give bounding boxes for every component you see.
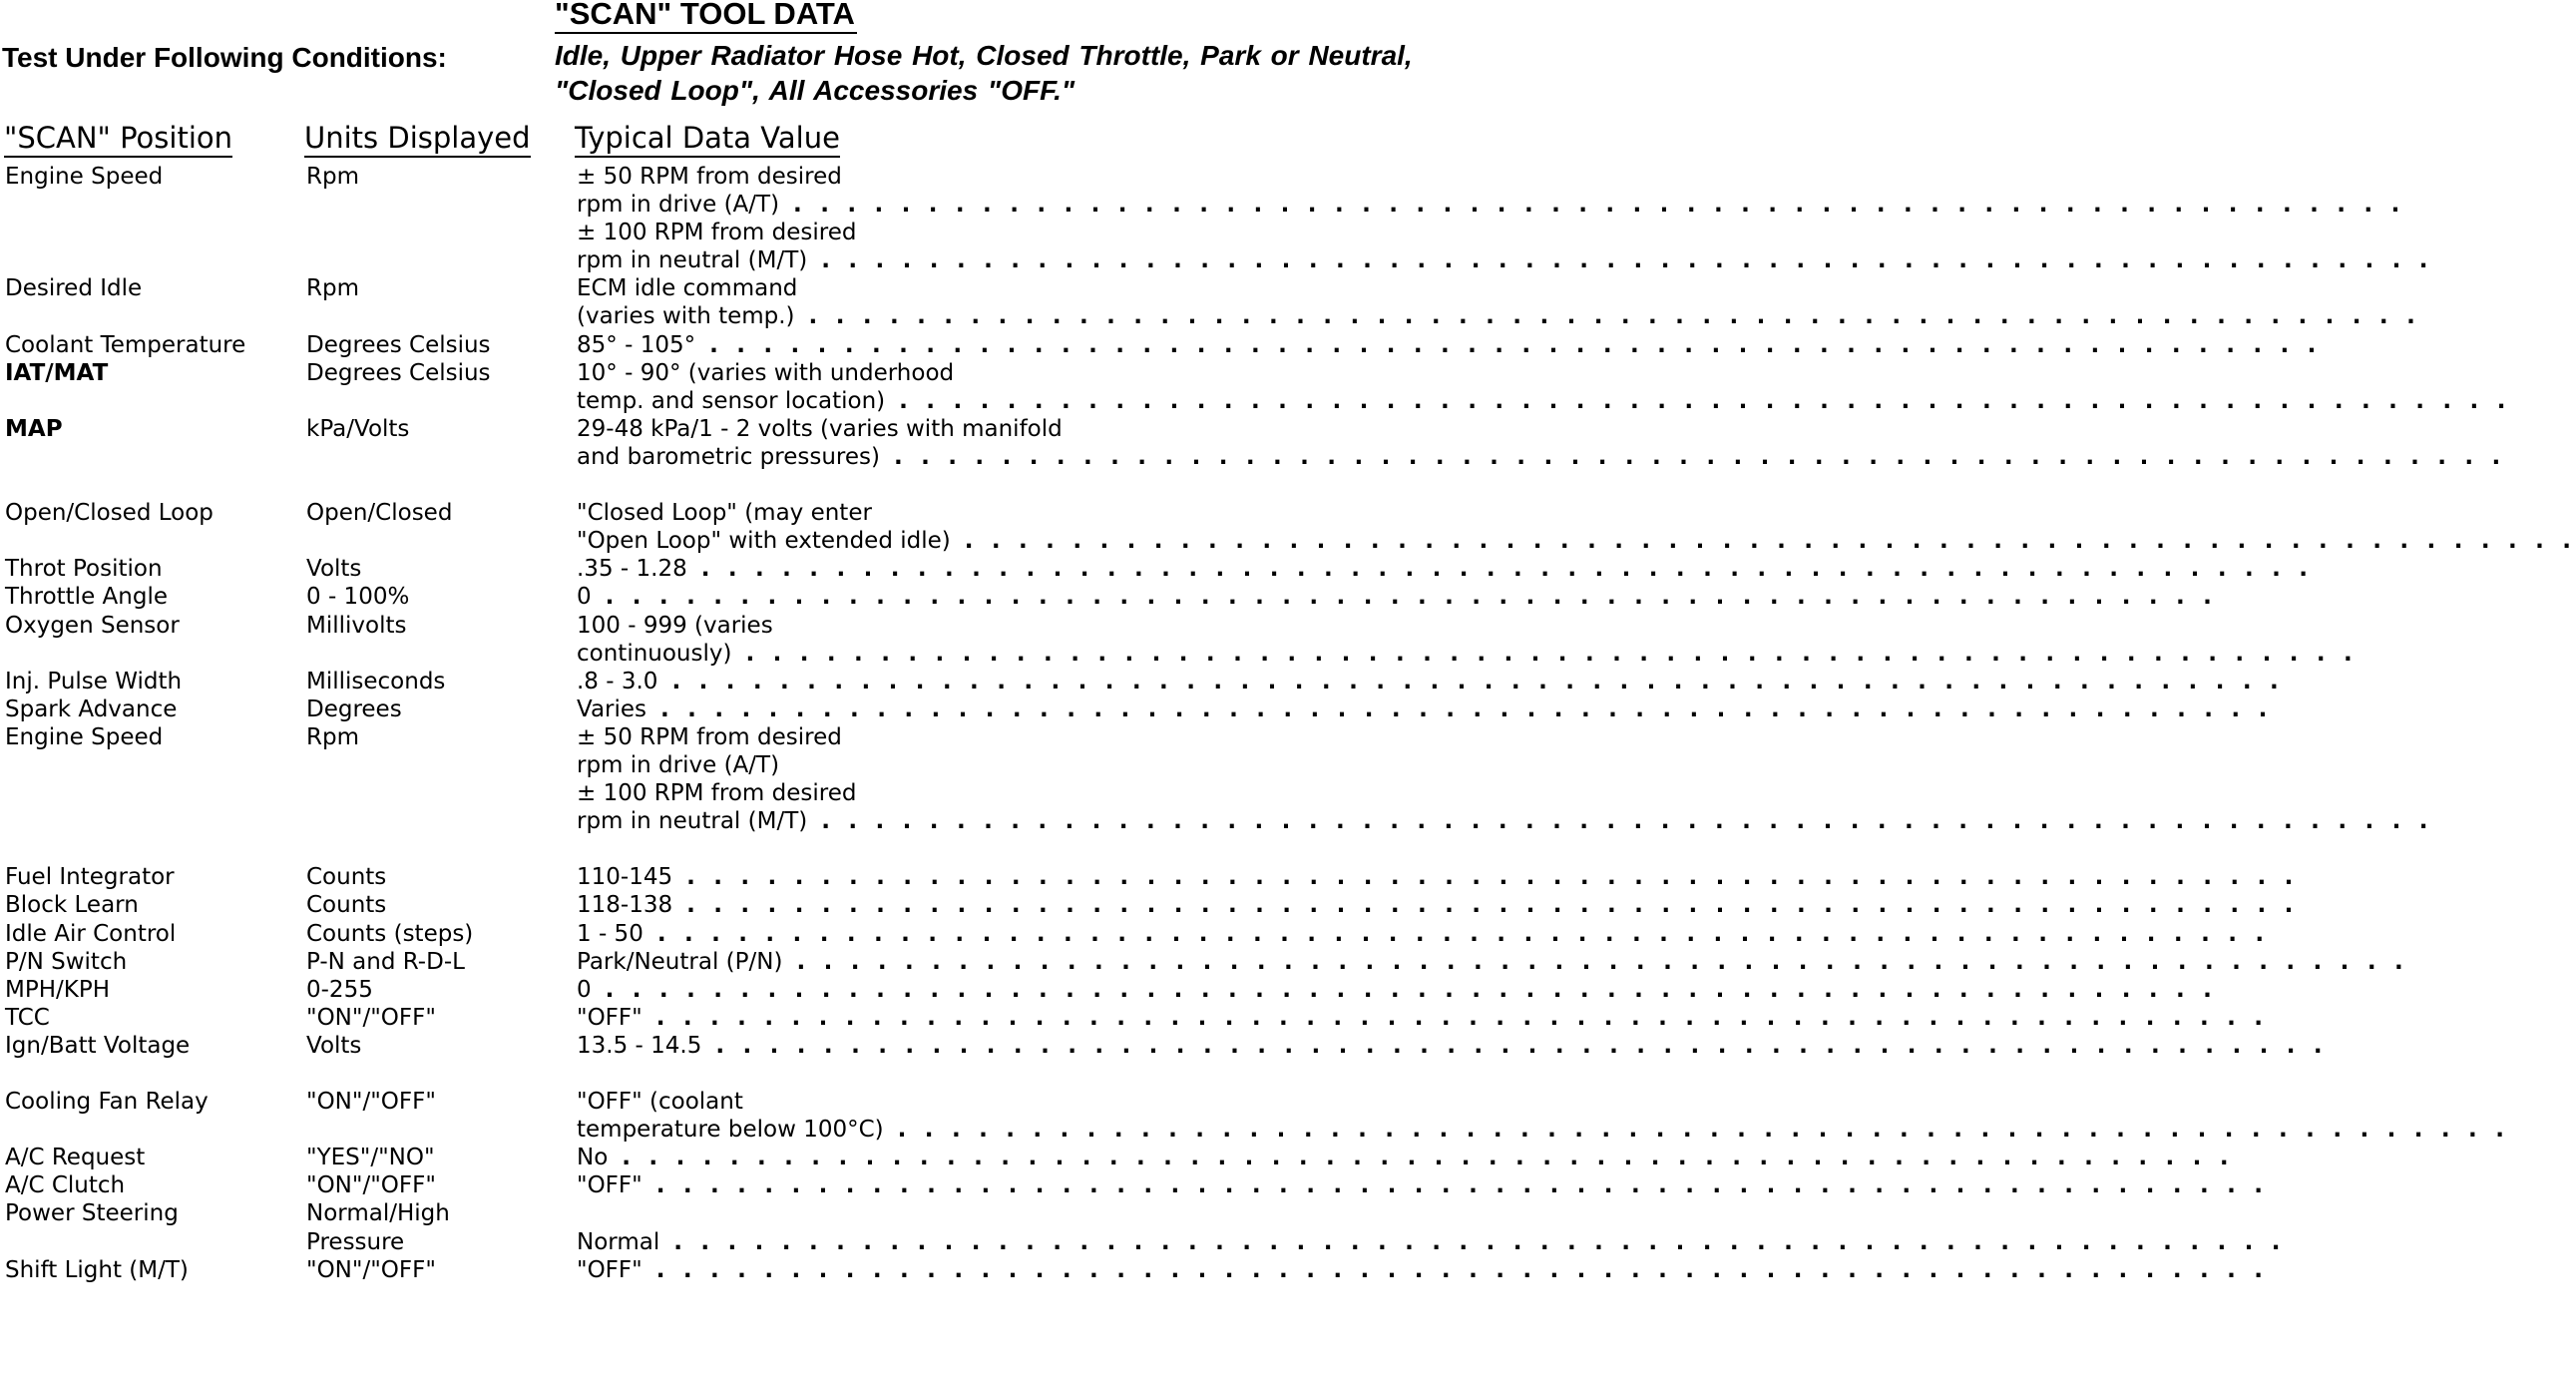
table-row	[0, 976, 2218, 1004]
dot-leader: . . . . . . . . . . . . . . . . . . . . . . . . . . . . . . . . . . . . . . . . . . . . . . . . . . . . . . . . . . . .	[700, 556, 2314, 583]
value-line	[577, 723, 1121, 751]
table-row	[0, 499, 2576, 555]
units-line: kPa/Volts	[306, 415, 410, 442]
value-line	[577, 415, 1121, 443]
scan-position-cell: Inj. Pulse Width	[5, 668, 183, 694]
value-text: 29-48 kPa/1 - 2 volts (varies with manifold	[577, 415, 1063, 442]
value-text: ± 100 RPM from desired	[577, 780, 857, 807]
table-row	[0, 891, 2299, 919]
units-displayed-cell	[306, 695, 566, 723]
units-displayed-cell	[306, 555, 566, 583]
units-line: Counts	[306, 864, 387, 891]
units-line: Pressure	[306, 1228, 405, 1255]
scan-position-cell: Coolant Temperature	[5, 331, 246, 358]
table-row	[0, 163, 2433, 274]
value-line	[577, 920, 2270, 948]
units-line: Volts	[306, 556, 362, 583]
value-line	[577, 779, 1121, 807]
value-line	[577, 640, 2358, 668]
units-line: Rpm	[306, 723, 359, 750]
typical-value-cell	[577, 668, 2284, 695]
scan-position-cell: A/C Clutch	[5, 1172, 126, 1199]
units-displayed-cell	[306, 920, 566, 948]
units-displayed-cell	[306, 948, 566, 976]
units-displayed-cell	[306, 723, 566, 751]
page-title: "SCAN" TOOL DATA	[555, 0, 857, 34]
units-line: Rpm	[306, 164, 359, 190]
value-line	[577, 1199, 1121, 1227]
value-line	[577, 331, 2322, 359]
table-row	[0, 274, 2421, 330]
value-line	[577, 387, 2511, 415]
units-displayed-cell	[306, 415, 566, 443]
value-text: temperature below 100°C)	[577, 1117, 884, 1144]
units-line: 0-255	[306, 976, 373, 1003]
typical-value-cell	[577, 274, 2421, 330]
typical-value-cell	[577, 1199, 2286, 1255]
value-text: 0	[577, 976, 592, 1003]
value-line	[577, 499, 1121, 527]
dot-leader: . . . . . . . . . . . . . . . . . . . . . . . . . . . . . . . . . . . . . . . . . . . . . . . . . . . . . . . . . . . .	[622, 1145, 2234, 1171]
typical-value-cell	[577, 891, 2299, 919]
typical-value-cell	[577, 163, 2433, 274]
dot-leader: . . . . . . . . . . . . . . . . . . . . . . . . . . . . . . . . . . . . . . . . . . . . . . . . . . . . . . . . . . . .	[709, 331, 2322, 358]
value-line	[577, 807, 2433, 835]
table-row	[0, 863, 2299, 891]
units-displayed-cell	[306, 976, 566, 1004]
units-line: Rpm	[306, 275, 359, 302]
value-text: and barometric pressures)	[577, 443, 880, 470]
units-displayed-cell	[306, 583, 566, 611]
scan-position-cell: IAT/MAT	[5, 359, 109, 386]
units-displayed-cell	[306, 1144, 566, 1171]
dot-leader: . . . . . . . . . . . . . . . . . . . . . . . . . . . . . . . . . . . . . . . . . . . . . . . . . . . . . . . . . . . .	[656, 920, 2270, 947]
dot-leader: . . . . . . . . . . . . . . . . . . . . . . . . . . . . . . . . . . . . . . . . . . . . . . . . . . . . . . . . . . . .	[605, 976, 2218, 1003]
value-line	[577, 695, 2273, 723]
value-line	[577, 1088, 1121, 1116]
value-line	[577, 555, 2314, 583]
units-displayed-cell	[306, 891, 566, 919]
table-row	[0, 695, 2273, 723]
units-displayed-cell	[306, 163, 566, 191]
table-row	[0, 920, 2270, 948]
table-row	[0, 1088, 2510, 1144]
value-line	[577, 1171, 2269, 1199]
dot-leader: . . . . . . . . . . . . . . . . . . . . . . . . . . . . . . . . . . . . . . . . . . . . . . . . . . . . . . . . . . . .	[686, 892, 2299, 919]
units-line: Degrees	[306, 695, 402, 722]
typical-value-cell	[577, 920, 2270, 948]
typical-value-cell	[577, 331, 2322, 359]
units-displayed-cell	[306, 863, 566, 891]
scan-position-cell: A/C Request	[5, 1145, 146, 1171]
units-line: "ON"/"OFF"	[306, 1256, 436, 1283]
value-text: ± 50 RPM from desired	[577, 723, 842, 750]
typical-value-cell	[577, 976, 2218, 1004]
typical-value-cell	[577, 1256, 2269, 1284]
value-line	[577, 1144, 2234, 1171]
dot-leader: . . . . . . . . . . . . . . . . . . . . . . . . . . . . . . . . . . . . . . . . . . . . . . . . . . . . . . . . . . . .	[660, 695, 2273, 722]
value-line	[577, 219, 1121, 246]
typical-value-cell	[577, 359, 2511, 415]
scan-position-cell: Fuel Integrator	[5, 864, 175, 891]
value-text: ± 50 RPM from desired	[577, 164, 842, 190]
units-line: Degrees Celsius	[306, 331, 491, 358]
dot-leader: . . . . . . . . . . . . . . . . . . . . . . . . . . . . . . . . . . . . . . . . . . . . . . . . . . . . . . . . . . . .	[793, 192, 2405, 219]
value-line	[577, 976, 2218, 1004]
value-text: rpm in neutral (M/T)	[577, 808, 808, 835]
value-text: 110-145	[577, 864, 673, 891]
scan-position-cell: Oxygen Sensor	[5, 612, 180, 639]
value-line	[577, 359, 1121, 387]
table-row	[0, 723, 2433, 835]
value-line	[577, 891, 2299, 919]
units-line: 0 - 100%	[306, 584, 410, 611]
units-displayed-cell	[306, 359, 566, 387]
units-line: Degrees Celsius	[306, 359, 491, 386]
scan-position-cell: P/N Switch	[5, 948, 128, 975]
value-text: ± 100 RPM from desired	[577, 220, 857, 246]
value-text: 10° - 90° (varies with underhood	[577, 359, 955, 386]
value-text: "OFF"	[577, 1172, 643, 1199]
value-line	[577, 668, 2284, 695]
value-text: ECM idle command	[577, 275, 798, 302]
value-line	[577, 1004, 2269, 1032]
value-line	[577, 583, 2218, 611]
value-text: "OFF" (coolant	[577, 1089, 743, 1116]
units-line: Volts	[306, 1032, 362, 1059]
scan-position-cell: TCC	[5, 1004, 50, 1031]
scan-position-cell: Engine Speed	[5, 723, 164, 750]
value-line	[577, 1256, 2269, 1284]
conditions-label: Test Under Following Conditions:	[2, 42, 447, 73]
dot-leader: . . . . . . . . . . . . . . . . . . . . . . . . . . . . . . . . . . . . . . . . . . . . . . . . . . . . . . . . . . . .	[671, 668, 2284, 694]
table-row	[0, 1144, 2234, 1171]
typical-value-cell	[577, 948, 2408, 976]
units-displayed-cell	[306, 1199, 566, 1255]
scan-position-cell: MAP	[5, 415, 63, 442]
column-header-typical-data-value: Typical Data Value	[575, 120, 840, 158]
value-line	[577, 1116, 2510, 1144]
dot-leader: . . . . . . . . . . . . . . . . . . . . . . . . . . . . . . . . . . . . . . . . . . . . . . . . . . . . . . . . . . . .	[808, 303, 2421, 330]
value-line	[577, 163, 1121, 191]
scan-position-cell: Spark Advance	[5, 695, 178, 722]
scan-position-cell: Throttle Angle	[5, 584, 168, 611]
units-line: Open/Closed	[306, 500, 453, 527]
table-row	[0, 1171, 2269, 1199]
value-text: Park/Neutral (P/N)	[577, 948, 783, 975]
value-text: No	[577, 1145, 609, 1171]
dot-leader: . . . . . . . . . . . . . . . . . . . . . . . . . . . . . . . . . . . . . . . . . . . . . . . . . . . . . . . . . . . .	[655, 1172, 2269, 1199]
value-text: rpm in drive (A/T)	[577, 751, 780, 778]
value-line	[577, 948, 2408, 976]
value-line	[577, 1228, 2286, 1256]
table-row	[0, 1199, 2286, 1255]
scan-position-cell: Power Steering	[5, 1200, 179, 1227]
units-line: "ON"/"OFF"	[306, 1089, 436, 1116]
conditions-text: Idle, Upper Radiator Hose Hot, Closed Throttle, Park or Neutral, "Closed Loop", All Accessories "OFF."	[555, 40, 1413, 106]
table-row	[0, 331, 2322, 359]
table-row	[0, 583, 2218, 611]
dot-leader: . . . . . . . . . . . . . . . . . . . . . . . . . . . . . . . . . . . . . . . . . . . . . . . . . . . . . . . . . . . .	[899, 387, 2511, 414]
column-header-units-displayed: Units Displayed	[304, 120, 531, 158]
units-displayed-cell	[306, 1032, 566, 1060]
value-text: Varies	[577, 695, 647, 722]
units-displayed-cell	[306, 331, 566, 359]
value-text: 85° - 105°	[577, 331, 696, 358]
scan-position-cell: Shift Light (M/T)	[5, 1256, 189, 1283]
value-text: "Closed Loop" (may enter	[577, 500, 872, 527]
value-text: Normal	[577, 1228, 660, 1255]
units-line: Milliseconds	[306, 668, 446, 694]
units-line: "YES"/"NO"	[306, 1145, 435, 1171]
table-row	[0, 359, 2511, 415]
typical-value-cell	[577, 863, 2299, 891]
value-line	[577, 863, 2299, 891]
value-text: "OFF"	[577, 1004, 643, 1031]
typical-value-cell	[577, 555, 2314, 583]
table-row	[0, 668, 2284, 695]
scan-position-cell: Throt Position	[5, 556, 163, 583]
units-displayed-cell	[306, 274, 566, 302]
scan-position-cell: Engine Speed	[5, 164, 164, 190]
typical-value-cell	[577, 723, 2433, 835]
scan-position-cell: Ign/Batt Voltage	[5, 1032, 191, 1059]
typical-value-cell	[577, 499, 2576, 555]
units-displayed-cell	[306, 1088, 566, 1116]
value-line	[577, 527, 2576, 555]
value-line	[577, 246, 2433, 274]
value-text: temp. and sensor location)	[577, 387, 886, 414]
dot-leader: . . . . . . . . . . . . . . . . . . . . . . . . . . . . . . . . . . . . . . . . . . . . . . . . . . . . . . . . . . . .	[686, 864, 2299, 891]
units-line: P-N and R-D-L	[306, 948, 465, 975]
dot-leader: . . . . . . . . . . . . . . . . . . . . . . . . . . . . . . . . . . . . . . . . . . . . . . . . . . . . . . . . . . . .	[964, 528, 2576, 555]
value-line	[577, 274, 1121, 302]
typical-value-cell	[577, 695, 2273, 723]
units-displayed-cell	[306, 499, 566, 527]
column-header-scan-position: "SCAN" Position	[4, 120, 232, 158]
value-text: 118-138	[577, 892, 673, 919]
value-line	[577, 751, 1121, 779]
value-text: "Open Loop" with extended idle)	[577, 528, 951, 555]
units-displayed-cell	[306, 668, 566, 695]
value-text: .8 - 3.0	[577, 668, 658, 694]
dot-leader: . . . . . . . . . . . . . . . . . . . . . . . . . . . . . . . . . . . . . . . . . . . . . . . . . . . . . . . . . . . .	[655, 1004, 2269, 1031]
scan-position-cell: Idle Air Control	[5, 920, 177, 947]
data-table	[0, 163, 2576, 1284]
value-line	[577, 191, 2405, 219]
value-line	[577, 1032, 2328, 1060]
dot-leader: . . . . . . . . . . . . . . . . . . . . . . . . . . . . . . . . . . . . . . . . . . . . . . . . . . . . . . . . . . . .	[745, 640, 2358, 667]
value-text: 100 - 999 (varies	[577, 612, 773, 639]
scan-position-cell: Open/Closed Loop	[5, 500, 214, 527]
table-row	[0, 1004, 2269, 1032]
units-displayed-cell	[306, 1004, 566, 1032]
dot-leader: . . . . . . . . . . . . . . . . . . . . . . . . . . . . . . . . . . . . . . . . . . . . . . . . . . . . . . . . . . . .	[715, 1032, 2328, 1059]
units-displayed-cell	[306, 1256, 566, 1284]
value-line	[577, 443, 2506, 471]
typical-value-cell	[577, 612, 2358, 668]
units-line: "ON"/"OFF"	[306, 1172, 436, 1199]
units-line: Millivolts	[306, 612, 407, 639]
value-text: rpm in drive (A/T)	[577, 192, 780, 219]
typical-value-cell	[577, 1088, 2510, 1144]
table-row	[0, 1256, 2269, 1284]
table-row	[0, 415, 2506, 471]
value-text: rpm in neutral (M/T)	[577, 247, 808, 274]
scan-position-cell: Desired Idle	[5, 275, 143, 302]
value-text: .35 - 1.28	[577, 556, 687, 583]
table-row	[0, 555, 2314, 583]
typical-value-cell	[577, 1171, 2269, 1199]
dot-leader: . . . . . . . . . . . . . . . . . . . . . . . . . . . . . . . . . . . . . . . . . . . . . . . . . . . . . . . . . . . .	[821, 808, 2433, 835]
units-displayed-cell	[306, 1171, 566, 1199]
value-text: 0	[577, 584, 592, 611]
value-text: 13.5 - 14.5	[577, 1032, 702, 1059]
table-row	[0, 948, 2408, 976]
value-line	[577, 302, 2421, 330]
table-row	[0, 1032, 2328, 1060]
typical-value-cell	[577, 1004, 2269, 1032]
dot-leader: . . . . . . . . . . . . . . . . . . . . . . . . . . . . . . . . . . . . . . . . . . . . . . . . . . . . . . . . . . . .	[605, 584, 2218, 611]
dot-leader: . . . . . . . . . . . . . . . . . . . . . . . . . . . . . . . . . . . . . . . . . . . . . . . . . . . . . . . . . . . .	[796, 948, 2408, 975]
units-line: "ON"/"OFF"	[306, 1004, 436, 1031]
typical-value-cell	[577, 1032, 2328, 1060]
dot-leader: . . . . . . . . . . . . . . . . . . . . . . . . . . . . . . . . . . . . . . . . . . . . . . . . . . . . . . . . . . . .	[821, 247, 2433, 274]
value-text: "OFF"	[577, 1256, 643, 1283]
value-text: continuously)	[577, 640, 732, 667]
typical-value-cell	[577, 415, 2506, 471]
dot-leader: . . . . . . . . . . . . . . . . . . . . . . . . . . . . . . . . . . . . . . . . . . . . . . . . . . . . . . . . . . . .	[655, 1256, 2269, 1283]
dot-leader: . . . . . . . . . . . . . . . . . . . . . . . . . . . . . . . . . . . . . . . . . . . . . . . . . . . . . . . . . . . .	[673, 1228, 2286, 1255]
units-line: Counts	[306, 892, 387, 919]
value-line	[577, 612, 1121, 640]
table-row	[0, 612, 2358, 668]
units-line: Counts (steps)	[306, 920, 474, 947]
scan-position-cell: Block Learn	[5, 892, 139, 919]
typical-value-cell	[577, 1144, 2234, 1171]
scan-position-cell: Cooling Fan Relay	[5, 1089, 209, 1116]
dot-leader: . . . . . . . . . . . . . . . . . . . . . . . . . . . . . . . . . . . . . . . . . . . . . . . . . . . . . . . . . . . .	[893, 443, 2506, 470]
units-line: Normal/High	[306, 1200, 450, 1227]
typical-value-cell	[577, 583, 2218, 611]
scan-position-cell: MPH/KPH	[5, 976, 111, 1003]
units-displayed-cell	[306, 612, 566, 640]
value-text: (varies with temp.)	[577, 303, 795, 330]
dot-leader: . . . . . . . . . . . . . . . . . . . . . . . . . . . . . . . . . . . . . . . . . . . . . . . . . . . . . . . . . . . .	[897, 1117, 2510, 1144]
value-text: 1 - 50	[577, 920, 644, 947]
